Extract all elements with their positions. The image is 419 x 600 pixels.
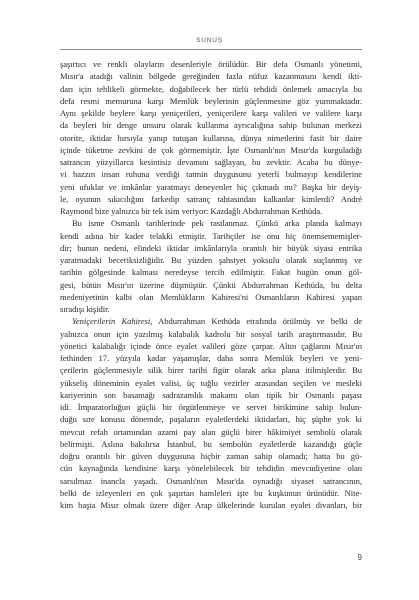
text-line: tarihin gölgesinde kalması neredeyse tercih edilmiştir. Fakat bugün onun göl-: [60, 267, 362, 278]
text-line: Aynı şekilde beylere karşı yeniçerileri, yeniçerilere karşı valileri ve valilere karşı: [60, 108, 362, 118]
text-line: yükseliş döneminin eyalet valisi, üç tuğlu vezirler arasından seçilen ve mesleki: [60, 377, 362, 388]
text-line: duğu sıre konusu dönemde, paşaların eyaletlerdeki iktidarları, hiç şüphe yok ki: [60, 414, 362, 425]
paragraph: [60, 217, 362, 315]
text-line: Yeniçerilerin Kahiresi, Abdurrahman Kethüda etrafında örülmüş ve belki de: [72, 316, 362, 327]
header-rule: [60, 49, 362, 50]
text-line: defa resmi memuruna karşı Memlük beylerinin güçlenmesine göz yummaktadır.: [60, 95, 362, 106]
text-line: Mısır'a atadığı valinin bölgede gereğinden fazla nüfuz kazanmasını kendi ikti-: [60, 71, 362, 82]
text-line: içinde tüketme zevkini de çok görmemiştir. İşte Osmanlı'nın Mısır'da kurguladığı: [60, 144, 362, 155]
text-line: Bu isme Osmanlı tarihlerinde pek rastlanmaz. Çünkü arka planda kalmayı: [72, 218, 362, 229]
text-line: sıradışı kişidir.: [60, 304, 110, 314]
paragraph: [60, 315, 362, 511]
text-line: mevcut refah ortamından azami pay alan güçlü birer hâkimiyet sembolü olarak: [60, 426, 362, 437]
text-line: yeni ufuklar ve imkânlar yaratmayı deneyenler hiç çıkmadı mı? Başka bir deyiş-: [60, 181, 362, 192]
text-line: belki de izleyenleri en çok şaşırtan hamleleri işte bu kuşkunun ürünüdür. Nite-: [60, 487, 362, 498]
text-line: fethinden 17. yüzyıla kadar yaşamışlar, daha sonra Memlük beyleri ve yeni-: [60, 353, 362, 363]
text-line: belirmişti. Aslına bakılırsa İstanbul, bu sembolün eyaletlerde kazandığı güçle: [60, 438, 362, 449]
text-line: medeniyetinin kalbi olan Memlükların Kahiresi'ni Osmanlıların Kahiresi yapan: [60, 291, 362, 302]
text-line: vi hazzın insan ruhuna verdiği tatmin duygusunu yeterli bulmayıp kendilerine: [60, 169, 362, 180]
text-line: sarsılmaz inancla yaşadı. Osmanlı'nın Mısır'da oynadığı siyaset satrancının,: [60, 475, 362, 486]
running-head: SUNUŞ: [196, 37, 223, 44]
body-text: [60, 58, 362, 511]
text-line: doğru orantılı bir güven duygusuna hiçbir zaman sahip olamadı; hatta bu gü-: [60, 451, 362, 461]
paragraph: [60, 58, 362, 217]
text-line: idi. İmparatorluğun güçlü bir örgütlenmeye ve servet birikimine sahip bulun-: [60, 402, 362, 412]
text-line: kim başta Mısır olmak üzere diğer Arap ülkelerinde kurulan eyalet divanları, bir: [60, 500, 362, 510]
text-line: gesi, bütün Mısır'ın üzerine düşmüştür. Çünkü Abdurrahman Kethüda, bu delta: [60, 279, 362, 290]
text-line: yaratmadaki beceriksizliğidir. Bu yüzden şahsiyet yoksulu olarak suçlanmış ve: [60, 255, 362, 265]
text-line: çerilerin güçlenmesiyle silik birer tarihi figür olarak arka plana itilmişlerdir. Bu: [60, 365, 362, 376]
text-line: Raymond bize yalnızca bir tek isim veriyor: Kazdağlı Abdurrahman Kethüda.: [60, 206, 323, 216]
text-line: yalnızca onun için yazılmış kalabalık kadrolu bir sosyal tarih araştırmasıdır. Bu: [60, 328, 362, 339]
text-line: darı için tehlikeli görmekte, doğabilecek her türlü tehdidi önlemek amacıyla bu: [60, 83, 362, 94]
text-line: otorite, iktidar hırsıyla yanıp tutuşan kullarına, dünya nimetlerini fasit bir daire: [60, 132, 362, 143]
text-line: le, oyunun sıkıcılığını farkedip satranç tahtasından kalkanlar kimlerdi? André: [60, 193, 362, 204]
text-line: satrancın yüzyıllarca kesintisiz devamını sağlayan, bu zevktir. Acaba bu dünye-: [60, 157, 362, 167]
text-line: kendi adına bir kader telakki etmiştir. Tarihçiler ise onu hiç önemsememişler-: [60, 230, 362, 241]
text-line: dir; bunun nedeni, elindeki iktidar imkânlarıyla orantılı bir büyük siyasi entrika: [60, 242, 362, 253]
text-line: yönetici kalabalığı içinde önce eyalet valileri göze çarpar. Altın çağlarını Mısır'ın: [60, 340, 362, 351]
text-line: kariyerinin son basamağı sadrazamlık makamı olan tipik bir Osmanlı paşası: [60, 389, 362, 400]
text-line: cün kaynağında kendisine karşı yönelebilecek bir tehdidin mevcudiyetine olan: [60, 463, 362, 474]
page-number: 9: [357, 553, 362, 562]
text-line: da beyleri bir denge unsuru olarak kullanma ayrıcalığına sahip bulunan merkezi: [60, 120, 362, 131]
text-line: şaşırtıcı ve renkli olayların desenleriyle örülüdür. Bir defa Osmanlı yönetimi,: [60, 59, 362, 69]
